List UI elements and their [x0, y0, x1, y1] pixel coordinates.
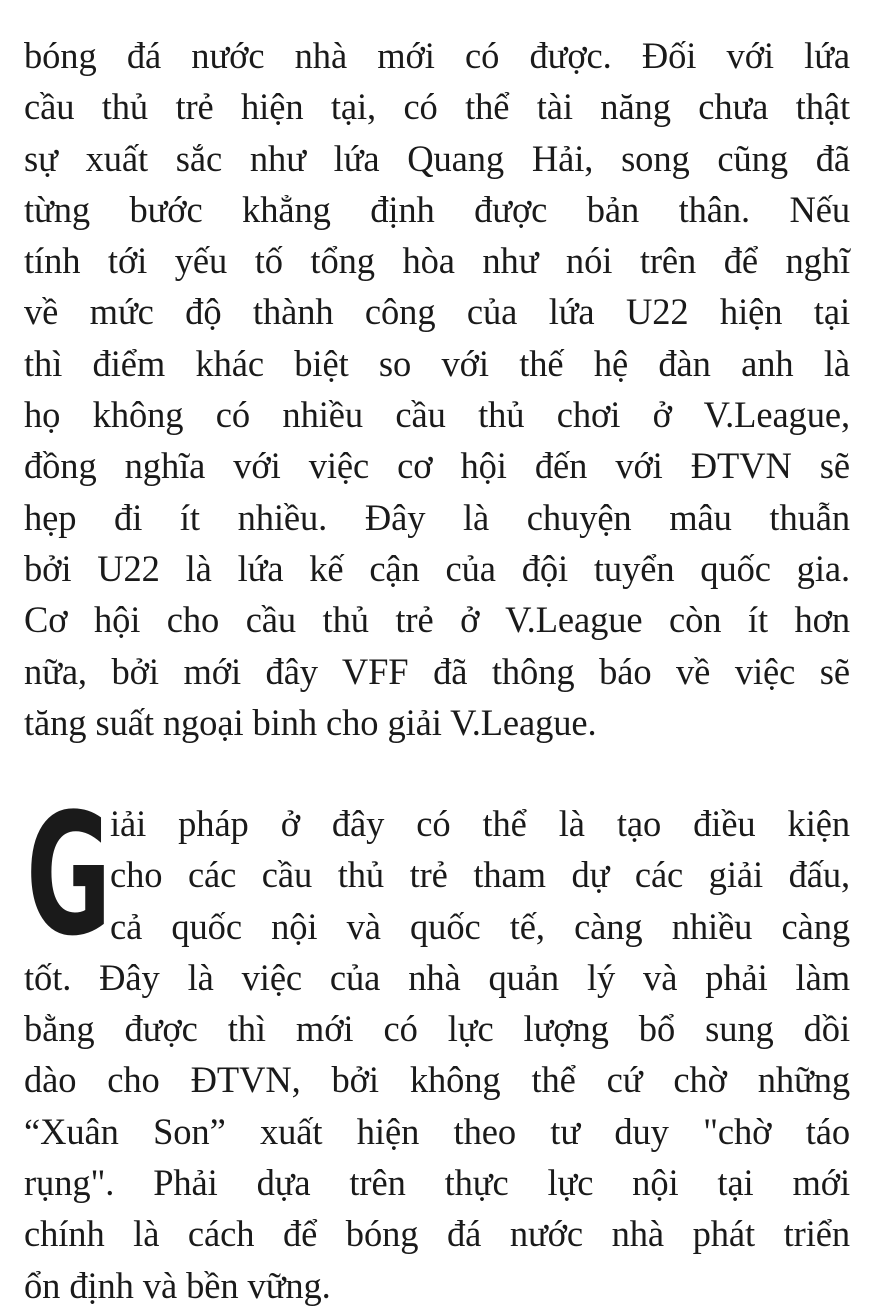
text-line: bởi U22 là lứa kế cận của đội tuyển quốc gia. — [24, 547, 850, 589]
text-line: tăng suất ngoại binh cho giải V.League. — [24, 701, 597, 743]
text-line: cho các cầu thủ trẻ tham dự các giải đấu, — [110, 854, 850, 896]
text-line: hẹp đi ít nhiều. Đây là chuyện mâu thuẫn — [24, 496, 850, 538]
text-line: thì điểm khác biệt so với thế hệ đàn anh là — [24, 342, 850, 384]
text-line: về mức độ thành công của lứa U22 hiện tại — [24, 291, 850, 333]
text-line: bóng đá nước nhà mới có được. Đối với lứa — [24, 35, 850, 76]
text-line: Cơ hội cho cầu thủ trẻ ở V.League còn ít hơn — [24, 599, 850, 641]
text-line: đồng nghĩa với việc cơ hội đến với ĐTVN sẽ — [24, 445, 850, 487]
text-line: ổn định và bền vững. — [24, 1264, 331, 1306]
text-line: tốt. Đây là việc của nhà quản lý và phải làm — [24, 956, 850, 998]
drop-cap: G — [26, 777, 112, 973]
text-line: rụng". Phải dựa trên thực lực nội tại mới — [24, 1162, 850, 1204]
text-line: họ không có nhiều cầu thủ chơi ở V.League, — [24, 394, 850, 436]
text-line: cả quốc nội và quốc tế, càng nhiều càng — [110, 905, 850, 947]
text-line: sự xuất sắc như lứa Quang Hải, song cũng đã — [24, 137, 850, 179]
text-line: bằng được thì mới có lực lượng bổ sung dồi — [24, 1008, 850, 1050]
text-line: từng bước khẳng định được bản thân. Nếu — [24, 188, 850, 230]
text-line: cầu thủ trẻ hiện tại, có thể tài năng chưa thật — [24, 86, 850, 128]
text-line: dào cho ĐTVN, bởi không thể cứ chờ những — [24, 1059, 850, 1101]
text-line: nữa, bởi mới đây VFF đã thông báo về việc sẽ — [24, 650, 850, 692]
paragraph-1 — [24, 30, 850, 748]
text-line: iải pháp ở đây có thể là tạo điều kiện — [110, 803, 850, 844]
text-line: “Xuân Son” xuất hiện theo tư duy "chờ táo — [24, 1110, 850, 1152]
article-body — [24, 30, 850, 1306]
paragraph-2 — [24, 777, 850, 1311]
text-line: tính tới yếu tố tổng hòa như nói trên để nghĩ — [24, 240, 850, 282]
text-line: chính là cách để bóng đá nước nhà phát triển — [24, 1213, 850, 1255]
